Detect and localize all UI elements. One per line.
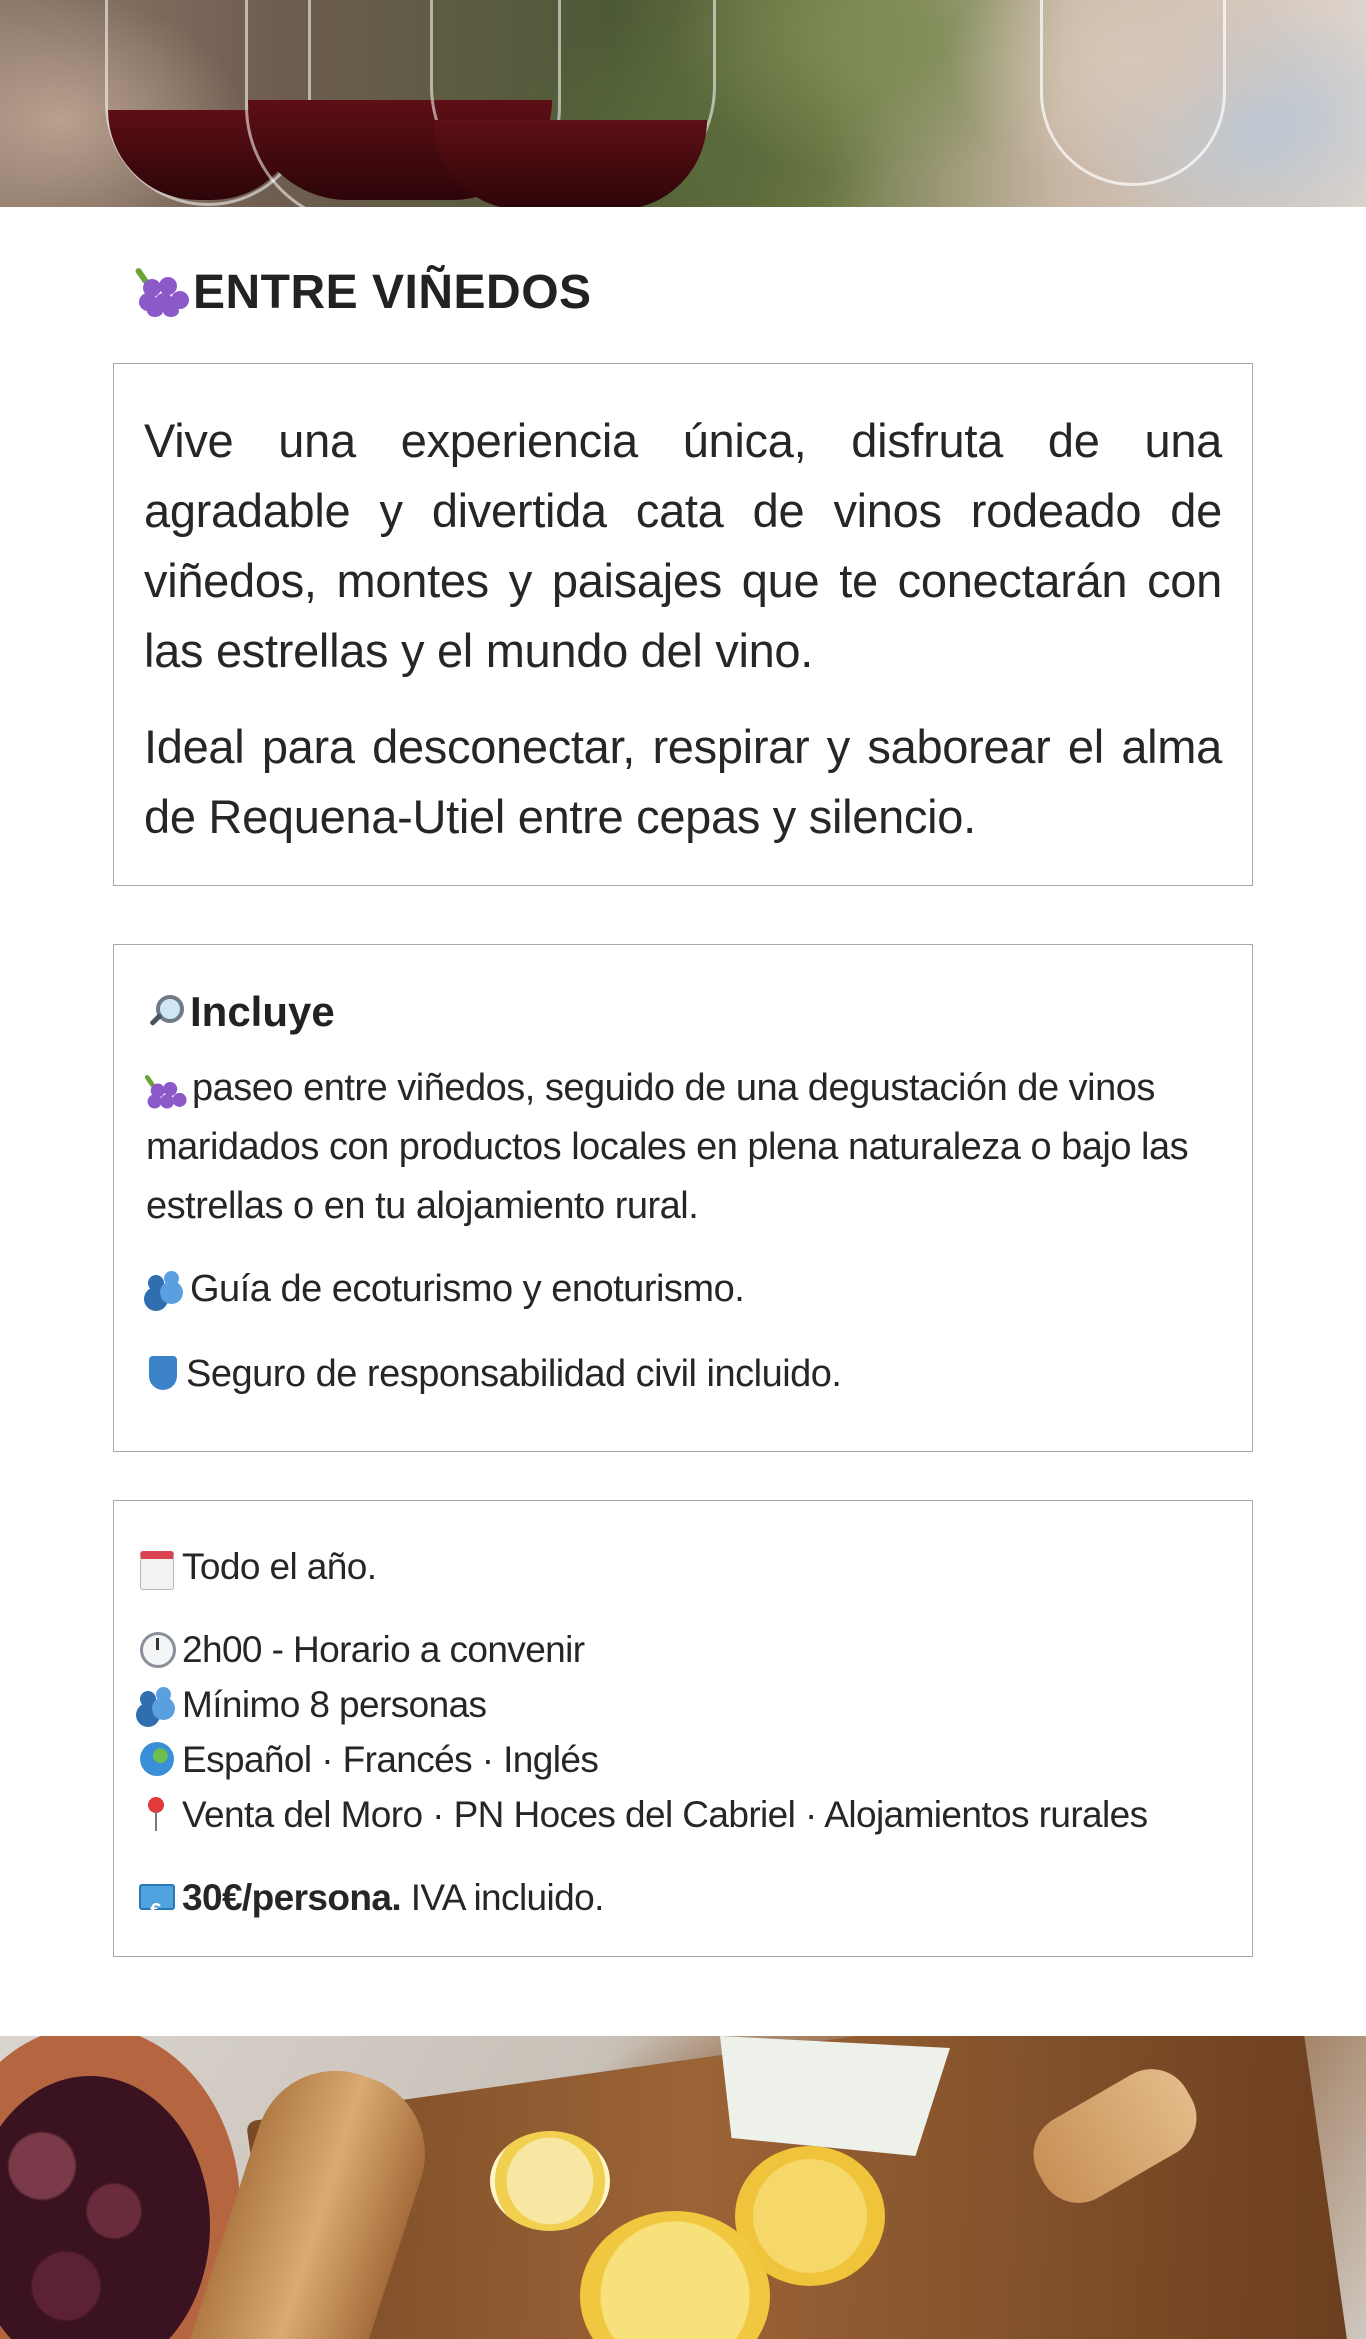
includes-item-walk <box>146 1059 1220 1236</box>
includes-item-guide <box>146 1260 1220 1319</box>
info-season-text: Todo el año. <box>182 1546 377 1587</box>
info-minimum-text: Mínimo 8 personas <box>182 1684 487 1725</box>
info-languages <box>138 1732 1228 1787</box>
clock-icon <box>138 1630 176 1668</box>
includes-card <box>113 944 1253 1452</box>
hero-photo-bottom <box>0 2036 1366 2339</box>
blue-cheese <box>720 2036 950 2156</box>
people-icon <box>138 1685 176 1723</box>
shield-icon <box>146 1354 180 1392</box>
info-languages-text: Español · Francés · Inglés <box>182 1739 599 1780</box>
info-minimum <box>138 1677 1228 1732</box>
info-price-note: IVA incluido. <box>401 1877 604 1918</box>
pin-icon <box>138 1795 176 1833</box>
money-icon <box>138 1878 176 1916</box>
globe-icon <box>138 1740 176 1778</box>
magnifier-icon <box>146 993 184 1031</box>
includes-item-insurance <box>146 1345 1220 1404</box>
page-title-text: ENTRE VIÑEDOS <box>193 265 592 319</box>
grape-icon <box>137 267 191 317</box>
wine-glass <box>1040 0 1226 186</box>
page-title <box>137 258 592 326</box>
includes-item-guide-text: Guía de ecoturismo y enoturismo. <box>190 1268 745 1310</box>
description-card <box>113 363 1253 886</box>
wine-fill <box>433 120 707 207</box>
hero-photo-top <box>0 0 1366 207</box>
includes-heading <box>146 983 1220 1041</box>
info-price-amount: 30€/persona. <box>182 1877 402 1918</box>
description-paragraph-1: Vive una experiencia única, disfruta de una agradable y divertida cata de vinos rodeado de viñedos, montes y paisajes que te conectarán con las estrellas y el mundo del vino. <box>144 414 1222 677</box>
info-location-text: Venta del Moro · PN Hoces del Cabriel · Alojamientos rurales <box>182 1794 1148 1835</box>
info-location <box>138 1787 1228 1842</box>
people-icon <box>146 1269 184 1307</box>
calendar-icon <box>138 1547 176 1585</box>
includes-heading-text: Incluye <box>190 988 335 1035</box>
info-duration <box>138 1622 1228 1677</box>
info-price <box>138 1870 1228 1925</box>
lemon-slice <box>490 2131 610 2231</box>
includes-item-insurance-text: Seguro de responsabilidad civil incluido. <box>186 1353 842 1395</box>
description-paragraph-2: Ideal para desconectar, respirar y saborear el alma de Requena-Utiel entre cepas y silencio. <box>144 720 1222 843</box>
info-season <box>138 1539 1228 1594</box>
includes-item-walk-text: paseo entre viñedos, seguido de una degustación de vinos maridados con productos locales en plena naturaleza o bajo las estrellas o en tu alojamiento rural. <box>146 1067 1189 1227</box>
info-card <box>113 1500 1253 1957</box>
info-duration-text: 2h00 - Horario a convenir <box>182 1629 585 1670</box>
grape-icon <box>146 1074 180 1104</box>
